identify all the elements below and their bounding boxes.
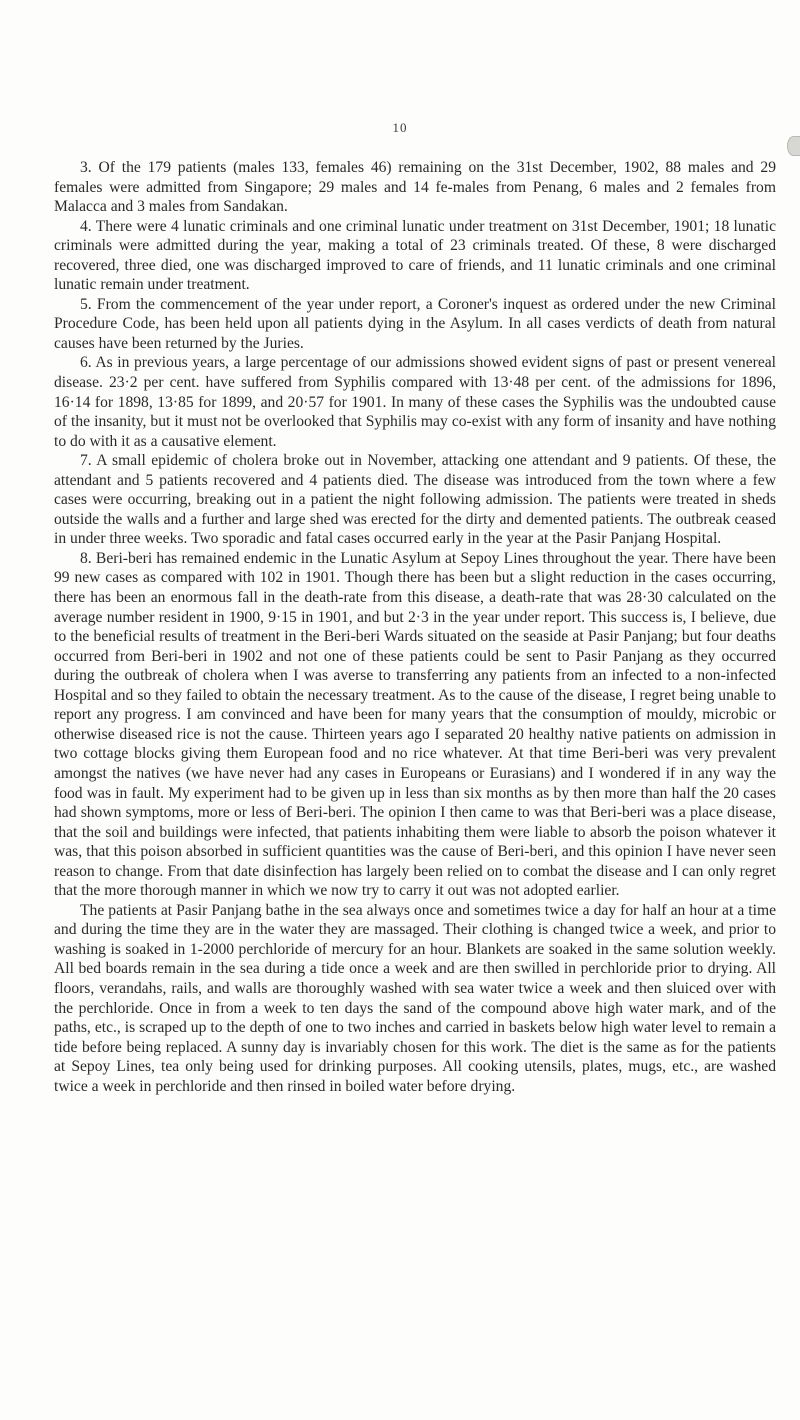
page-edge-mark — [787, 136, 800, 156]
paragraph-7-cholera-epidemic: 7. A small epidemic of cholera broke out in November, attacking one attendant and 9 patients. Of these, the attendant and 5 patients recovered and 4 patients died. The disease was introduced from the town where a few cases were occurring, breaking out in a patient the night following admission. The patients were treated in sheds outside the walls and a further and large shed was erected for the dirty and demented patients. The outbreak ceased in under three weeks. Two sporadic and fatal cases occurred early in the year at the Pasir Panjang Hospital. — [54, 452, 776, 548]
paragraph-3-patients-remaining: 3. Of the 179 patients (males 133, females 46) remaining on the 31st December, 1902, 88 males and 29 females were admitted from Singapore; 29 males and 14 fe-males from Penang, 6 males and 2 females from Malacca and 3 males from Sandakan. — [54, 159, 776, 216]
paragraph-8-beri-beri: 8. Beri-beri has remained endemic in the Lunatic Asylum at Sepoy Lines throughout the year. There have been 99 new cases as compared with 102 in 1901. Though there has been but a slight reduction in the cases occurring, there has been an enormous fall in the death-rate from this disease, a death-rate that was 28·30 calculated on the average number resident in 1900, 9·15 in 1901, and but 2·3 in the year under report. This success is, I believe, due to the beneficial results of treatment in the Beri-beri Wards situated on the seaside at Pasir Panjang; but four deaths occurred from Beri-beri in 1902 and not one of these patients could be sent to Pasir Panjang as they occurred during the outbreak of cholera when I was averse to transferring any patients from an infected to a non-infected Hospital and so they failed to obtain the necessary treatment. As to the cause of the disease, I regret being unable to report any progress. I am convinced and have been for many years that the consumption of mouldy, microbic or otherwise diseased rice is not the cause. Thirteen years ago I separated 20 healthy native patients on admission in two cottage blocks giving them European food and no rice whatever. At that time Beri-beri was very prevalent amongst the natives (we have never had any cases in Europeans or Eurasians) and I wondered if in any way the food was in fault. My experiment had to be given up in less than six months as by then more than half the 20 cases had shown symptoms, more or less of Beri-beri. The opinion I then came to was that Beri-beri was a place disease, that the soil and buildings were infected, that patients inhabiting them were liable to absorb the poison whatever it was, that this poison absorbed in sufficient quantities was the cause of Beri-beri, and this opinion I have never seen reason to change. From that date disinfection has largely been relied on to combat the disease and I can only regret that the more thorough manner in which we now try to carry it out was not adopted earlier. — [54, 549, 776, 900]
paragraph-6-venereal-disease: 6. As in previous years, a large percentage of our admissions showed evident signs of past or present venereal disease. 23·2 per cent. have suffered from Syphilis compared with 13·48 per cent. of the admissions for 1896, 16·14 for 1898, 13·85 for 1899, and 20·57 for 1901. In many of these cases the Syphilis was the undoubted cause of the insanity, but it must not be overlooked that Syphilis may co-exist with any form of insanity and have nothing to do with it as a causative element. — [54, 354, 776, 450]
page-number: 10 — [392, 120, 408, 135]
paragraph-4-lunatic-criminals: 4. There were 4 lunatic criminals and one criminal lunatic under treatment on 31st December, 1901; 18 lunatic criminals were admitted during the year, making a total of 23 criminals treated. Of these, 8 were discharged recovered, three died, one was discharged improved to care of friends, and 11 lunatic criminals and one criminal lunatic remain under treatment. — [54, 217, 776, 294]
paragraph-pasir-panjang-treatment: The patients at Pasir Panjang bathe in the sea always once and sometimes twice a day for half an hour at a time and during the time they are in the water they are massaged. Their clothing is changed twice a week, and prior to washing is soaked in 1-2000 perchloride of mercury for an hour. Blankets are soaked in the same solution weekly. All bed boards remain in the sea during a tide once a week and are then swilled in perchloride prior to drying. All floors, verandahs, rails, and walls are thoroughly washed with sea water twice a week and then sluiced over with the perchloride. Once in from a week to ten days the sand of the compound above high water mark, and of the paths, etc., is scraped up to the depth of one to two inches and carried in baskets below high water level to remain a tide before being replaced. A sunny day is invariably chosen for this work. The diet is the same as for the patients at Sepoy Lines, tea only being used for drinking purposes. All cooking utensils, plates, mugs, etc., are washed twice a week in perchloride and then rinsed in boiled water before drying. — [54, 901, 776, 1095]
paragraph-5-coroners-inquest: 5. From the commencement of the year under report, a Coroner's inquest as ordered under the new Criminal Procedure Code, has been held upon all patients dying in the Asylum. In all cases verdicts of death from natural causes have been returned by the Juries. — [54, 295, 776, 352]
report-body — [54, 158, 776, 1096]
